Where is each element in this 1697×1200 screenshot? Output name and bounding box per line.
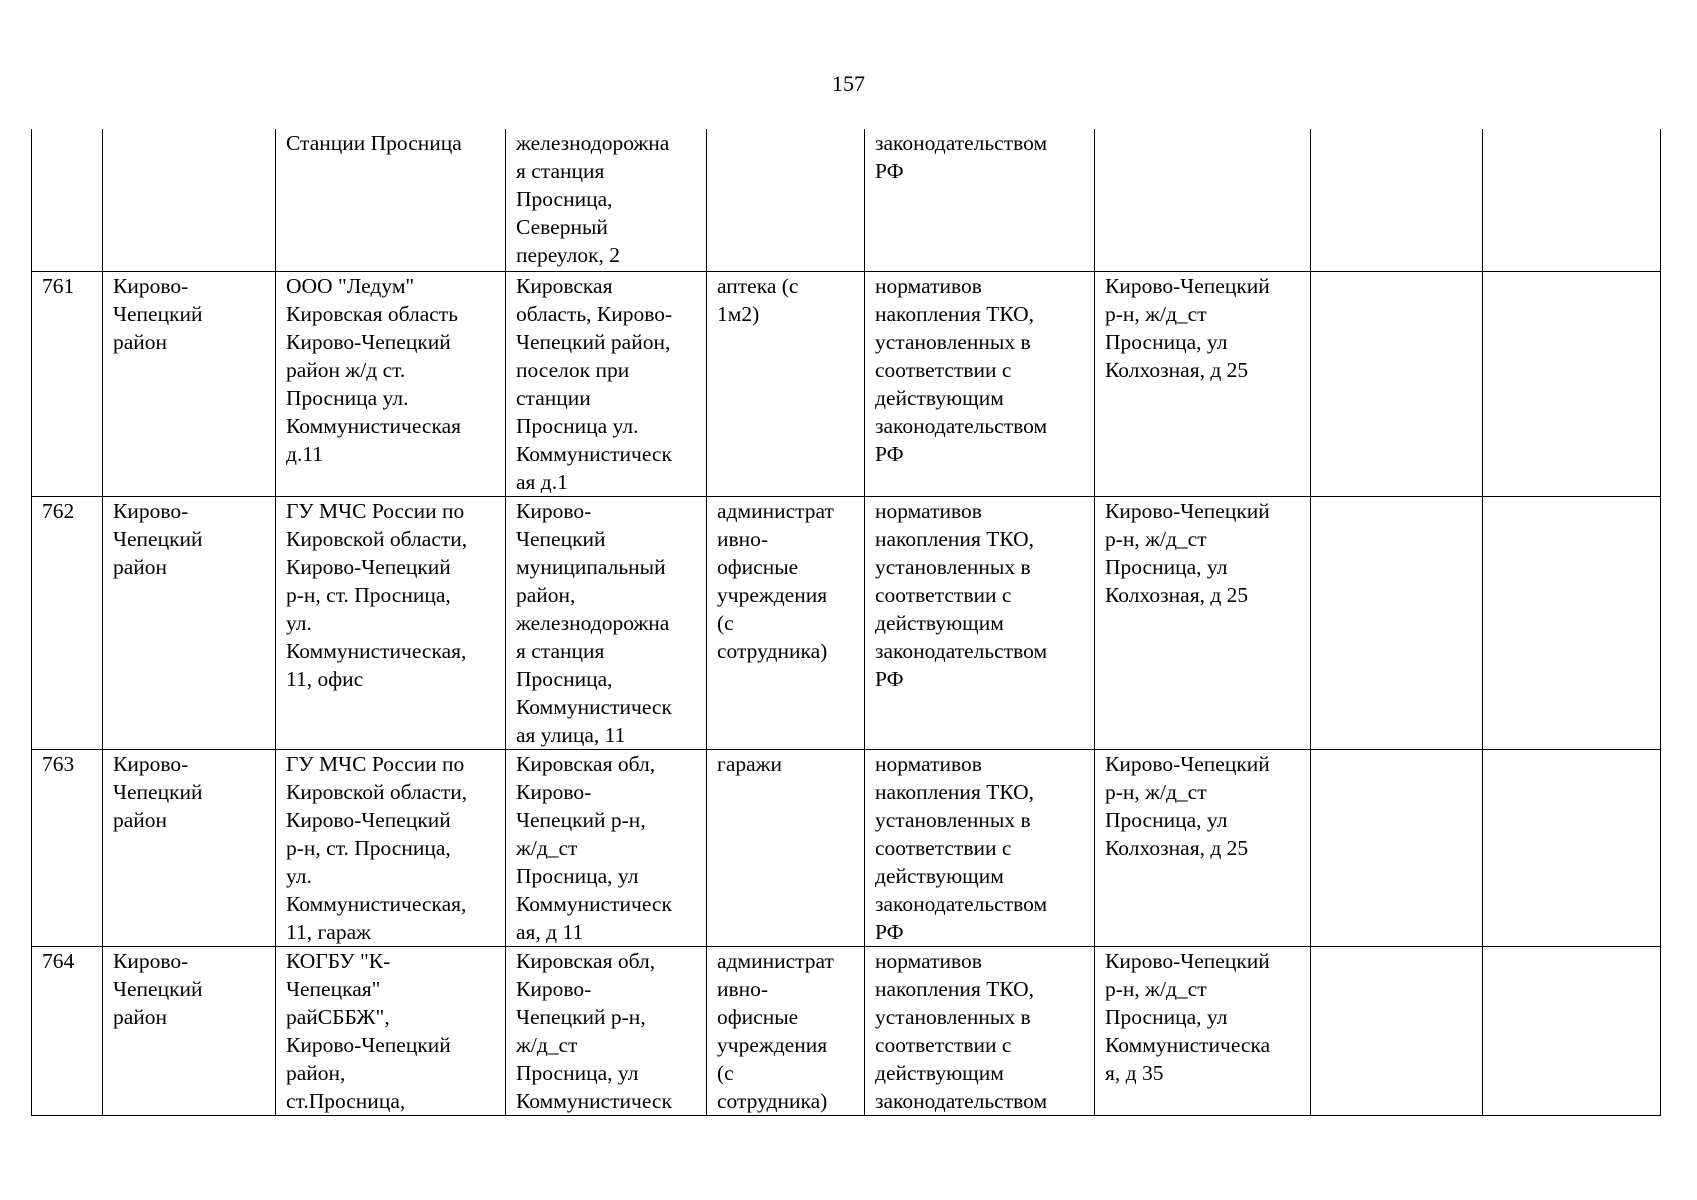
cell-number [32, 129, 103, 272]
cell-norm: законодательством РФ [865, 129, 1095, 272]
cell-number: 762 [32, 497, 103, 750]
cell-address: Кирово- Чепецкий муниципальный район, железнодорожна я станция Просница, Коммунистическ ая улица, 11 [506, 497, 707, 750]
cell-norm: нормативов накопления ТКО, установленных в соответствии с действующим законодательством РФ [865, 750, 1095, 947]
cell-site: Кирово-Чепецкий р-н, ж/д_ст Просница, ул Колхозная, д 25 [1095, 497, 1311, 750]
table-row [32, 129, 1661, 272]
cell-number: 763 [32, 750, 103, 947]
cell-category: гаражи [707, 750, 865, 947]
cell-extra-1 [1311, 750, 1483, 947]
waste-site-registry-table [31, 129, 1661, 1116]
cell-district: Кирово- Чепецкий район [103, 272, 276, 497]
cell-number: 764 [32, 947, 103, 1116]
cell-norm: нормативов накопления ТКО, установленных в соответствии с действующим законодательством РФ [865, 497, 1095, 750]
cell-owner: ООО "Ледум" Кировская область Кирово-Чепецкий район ж/д ст. Просница ул. Коммунистическая д.11 [276, 272, 506, 497]
cell-site: Кирово-Чепецкий р-н, ж/д_ст Просница, ул Колхозная, д 25 [1095, 272, 1311, 497]
cell-extra-2 [1483, 272, 1661, 497]
cell-district [103, 129, 276, 272]
cell-norm: нормативов накопления ТКО, установленных в соответствии с действующим законодательством [865, 947, 1095, 1116]
cell-owner: ГУ МЧС России по Кировской области, Кирово-Чепецкий р-н, ст. Просница, ул. Коммунистическая, 11, офис [276, 497, 506, 750]
cell-category: администрат ивно- офисные учреждения (с сотрудника) [707, 497, 865, 750]
cell-number: 761 [32, 272, 103, 497]
cell-extra-2 [1483, 947, 1661, 1116]
table-row [32, 947, 1661, 1116]
table-row [32, 272, 1661, 497]
cell-district: Кирово- Чепецкий район [103, 750, 276, 947]
cell-category: администрат ивно- офисные учреждения (с сотрудника) [707, 947, 865, 1116]
page-number: 157 [832, 71, 865, 96]
cell-owner: Станции Просница [276, 129, 506, 272]
table-row [32, 497, 1661, 750]
cell-district: Кирово- Чепецкий район [103, 947, 276, 1116]
cell-norm: нормативов накопления ТКО, установленных в соответствии с действующим законодательством РФ [865, 272, 1095, 497]
cell-address: Кировская обл, Кирово- Чепецкий р-н, ж/д_ст Просница, ул Коммунистическ ая, д 11 [506, 750, 707, 947]
cell-extra-2 [1483, 129, 1661, 272]
cell-extra-2 [1483, 750, 1661, 947]
cell-address: железнодорожна я станция Просница, Северный переулок, 2 [506, 129, 707, 272]
cell-owner: ГУ МЧС России по Кировской области, Кирово-Чепецкий р-н, ст. Просница, ул. Коммунистическая, 11, гараж [276, 750, 506, 947]
cell-extra-1 [1311, 272, 1483, 497]
cell-extra-1 [1311, 497, 1483, 750]
cell-site: Кирово-Чепецкий р-н, ж/д_ст Просница, ул Колхозная, д 25 [1095, 750, 1311, 947]
cell-address: Кировская обл, Кирово- Чепецкий р-н, ж/д_ст Просница, ул Коммунистическ [506, 947, 707, 1116]
cell-category [707, 129, 865, 272]
cell-district: Кирово- Чепецкий район [103, 497, 276, 750]
table-row [32, 750, 1661, 947]
cell-category: аптека (с 1м2) [707, 272, 865, 497]
cell-site: Кирово-Чепецкий р-н, ж/д_ст Просница, ул Коммунистическа я, д 35 [1095, 947, 1311, 1116]
cell-extra-1 [1311, 947, 1483, 1116]
cell-owner: КОГБУ "К- Чепецкая" райСББЖ", Кирово-Чепецкий район, ст.Просница, [276, 947, 506, 1116]
cell-extra-2 [1483, 497, 1661, 750]
cell-address: Кировская область, Кирово- Чепецкий район, поселок при станции Просница ул. Коммунистическ ая д.1 [506, 272, 707, 497]
cell-extra-1 [1311, 129, 1483, 272]
cell-site [1095, 129, 1311, 272]
